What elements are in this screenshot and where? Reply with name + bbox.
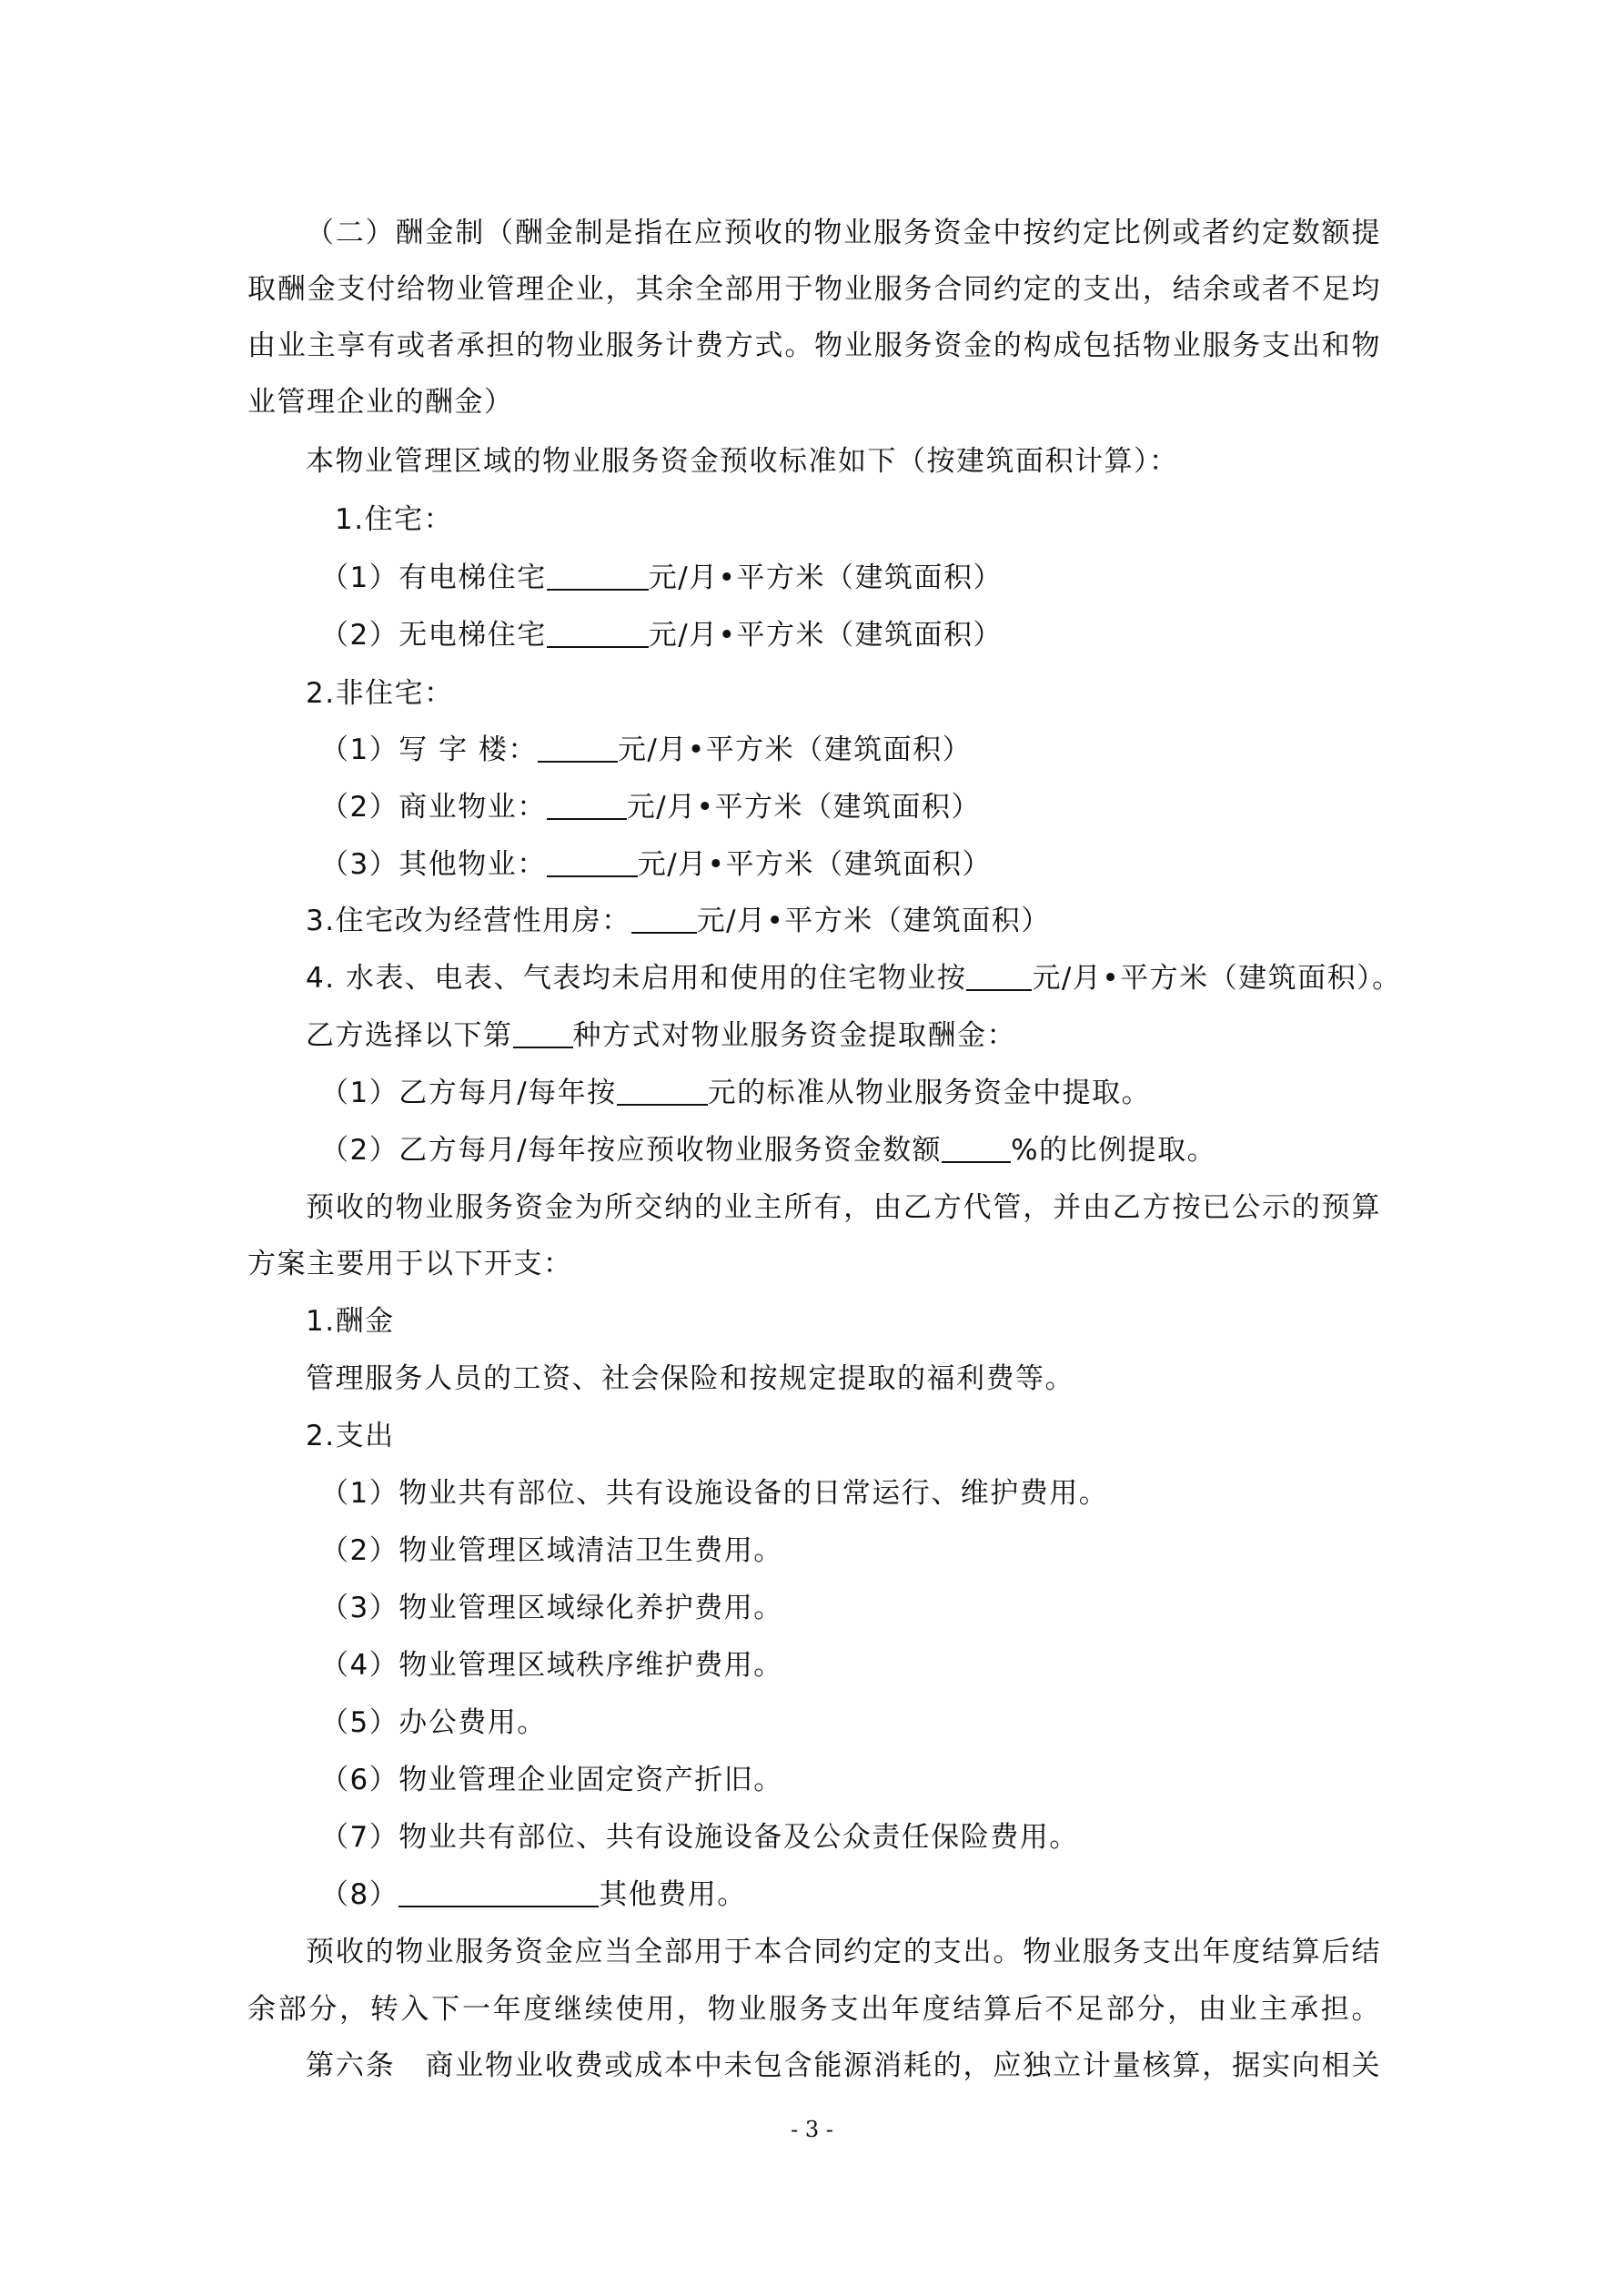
fee-row: （1）写 字 楼： 元/月•平方米（建筑面积） xyxy=(320,733,973,766)
fill-blank[interactable] xyxy=(513,1019,573,1048)
fill-blank[interactable] xyxy=(547,848,638,877)
option-line: 乙方选择以下第 种方式对物业服务资金提取酬金： xyxy=(306,1019,1016,1052)
option-row: （1）乙方每月/每年按 元的标准从物业服务资金中提取。 xyxy=(320,1077,1152,1109)
para-line: 余部分，转入下一年度继续使用，物业服务支出年度结算后不足部分，由业主承担。 xyxy=(247,1993,1381,2026)
page-number: - 3 - xyxy=(791,2117,833,2142)
fee-row: （2）无电梯住宅 元/月•平方米（建筑面积） xyxy=(320,619,1003,652)
list-heading: 1.酬金 xyxy=(306,1305,395,1338)
para-line: （二）酬金制（酬金制是指在应预收的物业服务资金中按约定比例或者约定数额提 xyxy=(306,217,1381,249)
para-line: 方案主要用于以下开支： xyxy=(247,1248,573,1280)
fill-blank[interactable] xyxy=(398,1878,599,1907)
list-item: （6）物业管理企业固定资产折旧。 xyxy=(320,1764,783,1796)
list-heading: 1.住宅： xyxy=(335,503,454,536)
list-item: （8） 其他费用。 xyxy=(320,1878,747,1911)
fee-row: （3）其他物业： 元/月•平方米（建筑面积） xyxy=(320,848,992,881)
fill-blank[interactable] xyxy=(547,791,627,820)
fill-blank[interactable] xyxy=(547,561,649,591)
para-line: 预收的物业服务资金为所交纳的业主所有，由乙方代管，并由乙方按已公示的预算 xyxy=(306,1191,1381,1224)
list-item: （1）物业共有部位、共有设施设备的日常运行、维护费用。 xyxy=(320,1477,1109,1510)
fill-blank[interactable] xyxy=(617,1077,708,1106)
option-row: （2）乙方每月/每年按应预收物业服务资金数额 %的比例提取。 xyxy=(320,1134,1217,1167)
fee-row: （1）有电梯住宅 元/月•平方米（建筑面积） xyxy=(320,561,1003,594)
fee-row: （2）商业物业： 元/月•平方米（建筑面积） xyxy=(320,791,981,824)
list-item: （7）物业共有部位、共有设施设备及公众责任保险费用。 xyxy=(320,1821,1079,1854)
list-heading: 2.非住宅： xyxy=(306,677,454,710)
list-heading: 2.支出 xyxy=(306,1420,395,1452)
list-item: （3）物业管理区域绿化养护费用。 xyxy=(320,1592,783,1624)
list-item: （2）物业管理区域清洁卫生费用。 xyxy=(320,1534,783,1567)
fill-blank[interactable] xyxy=(538,733,618,763)
para-line: 预收的物业服务资金应当全部用于本合同约定的支出。物业服务支出年度结算后结 xyxy=(306,1936,1381,1968)
para-line: 第六条 商业物业收费或成本中未包含能源消耗的，应独立计量核算，据实向相关 xyxy=(306,2049,1381,2082)
fill-blank[interactable] xyxy=(631,905,697,934)
list-item: （5）办公费用。 xyxy=(320,1706,547,1739)
para-line: 业管理企业的酬金） xyxy=(247,386,514,419)
fill-blank[interactable] xyxy=(966,962,1032,991)
fill-blank[interactable] xyxy=(942,1134,1011,1163)
list-item: （4）物业管理区域秩序维护费用。 xyxy=(320,1649,783,1682)
para-line: 管理服务人员的工资、社会保险和按规定提取的福利费等。 xyxy=(306,1362,1074,1395)
fee-row: 3.住宅改为经营性用房： 元/月•平方米（建筑面积） xyxy=(306,905,1051,937)
fill-blank[interactable] xyxy=(547,619,649,648)
para-line: 本物业管理区域的物业服务资金预收标准如下（按建筑面积计算）： xyxy=(306,445,1179,478)
para-line: 由业主享有或者承担的物业服务计费方式。物业服务资金的构成包括物业服务支出和物 xyxy=(247,329,1381,362)
para-line: 取酬金支付给物业管理企业，其余全部用于物业服务合同约定的支出，结余或者不足均 xyxy=(247,273,1381,306)
fee-row: 4. 水表、电表、气表均未启用和使用的住宅物业按 元/月•平方米（建筑面积）。 xyxy=(306,962,1402,995)
